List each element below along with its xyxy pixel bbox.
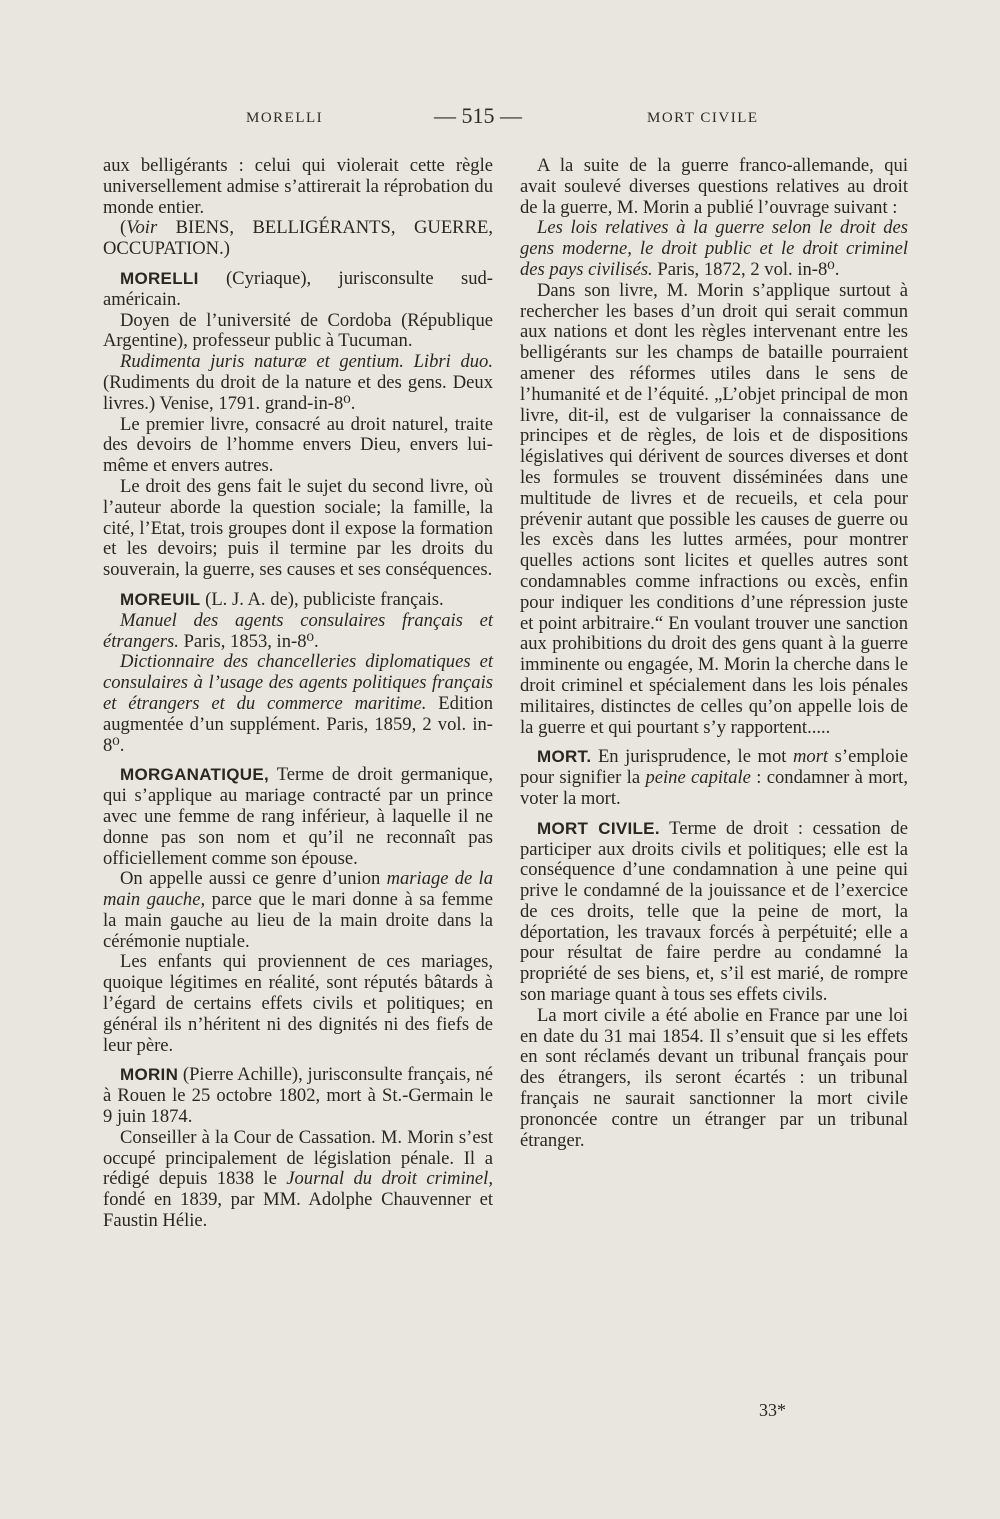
entry-moreuil: MOREUIL (L. J. A. de), publiciste français. bbox=[120, 588, 444, 610]
headword: MORT. bbox=[537, 747, 592, 767]
cross-reference: (Voir BIENS, BELLIGÉRANTS, GUERRE, OCCUPATION.) bbox=[103, 217, 493, 260]
paragraph: Le droit des gens fait le sujet du second livre, où l’auteur aborde la question sociale; la famille, la cité, l’Etat, trois groupes dont il expose la formation et les devoirs; puis il termine par les droits du souverain, la guerre, ses causes et ses conséquences. bbox=[103, 475, 493, 581]
paragraph: Conseiller à la Cour de Cassation. M. Morin s’est occupé principalement de législation pénale. Il a rédigé depuis 1838 le Journal du droit criminel, fondé en 1839, par MM. Adolphe Chauvenner et Faustin Hélie. bbox=[103, 1126, 493, 1232]
headword: MORT CIVILE. bbox=[537, 818, 660, 838]
paragraph: A la suite de la guerre franco-allemande, qui avait soulevé diverses questions relatives au droit de la guerre, M. Morin a publié l’ouvrage suivant : bbox=[520, 155, 908, 218]
bibliography-item: Manuel des agents consulaires français et étrangers. Paris, 1853, in-8⁰. bbox=[103, 609, 493, 652]
bibliography-item: Dictionnaire des chancelleries diplomatiques et consulaires à l’usage des agents politiques français et étrangers et du commerce maritime. Edition augmentée d’un supplément. Paris, 1859, 2 vol. in-8⁰. bbox=[103, 651, 493, 756]
paragraph: Dans son livre, M. Morin s’applique surtout à rechercher les bases d’un droit qui serait commun aux nations et dont les règles intervenant entre les belligérants sur les champs de bataille pourraient amener des réformes utiles dans le sens de l’humanité et de l’équité. „L’objet principal de mon livre, dit-il, est de vulgariser la connaissance de principes et de règles, de lois et de dispositions législatives qui dérivent de sources diverses et dont les formules se trouvent disséminées dans une multitude de livres et de recueils, et cela pour prévenir autant que possible les causes de guerre ou les excès dans les luttes armées, pour montrer quelles actions sont licites et quelles autres sont condamnables comme infractions ou excès, enfin pour indiquer les conditions d’une répression juste et point arbitraire.“ En voulant trouver une sanction aux prohibitions du droit des gens quant à la guerre imminente ou engagée, M. Morin la cherche dans le droit criminel et spécialement dans les lois pénales militaires, distinctes de celles qu’on appelle lois de la guerre et qui pourtant s’y rapportent..... bbox=[520, 279, 908, 738]
bibliography-item: Rudimenta juris naturæ et gentium. Libri duo. (Rudiments du droit de la nature et des gens. Deux livres.) Venise, 1791. grand-in-8⁰. bbox=[103, 351, 493, 414]
entry-mort-civile: MORT CIVILE. Terme de droit : cessation de participer aux droits civils et politiques; elle est la conséquence d’une condamnation à une peine qui prive le condamné de la jouissance et de l’exercice de ces droits, telle que la peine de mort, la déportation, les travaux forcés à perpétuité; elle a pour résultat de faire perdre au condamné la propriété de ses biens, et, s’il est marié, de rompre son mariage quant à tous ses effets civils. bbox=[520, 817, 908, 1006]
paragraph: La mort civile a été abolie en France par une loi en date du 31 mai 1854. Il s’ensuit que si les effets en sont réclamés devant un tribunal français pour des étrangers, ils seront écartés : un tribunal français ne saurait sanctionner la mort civile prononcée contre un étranger par un tribunal étranger. bbox=[520, 1004, 908, 1151]
entry-morelli: MORELLI (Cyriaque), jurisconsulte sud-américain. bbox=[103, 267, 493, 310]
bibliography-item: Les lois relatives à la guerre selon le droit des gens moderne, le droit public et le droit criminel des pays civilisés. Paris, 1872, 2 vol. in-8⁰. bbox=[520, 217, 908, 280]
headword: MORGANATIQUE, bbox=[120, 765, 270, 785]
entry-morin: MORIN (Pierre Achille), jurisconsulte français, né à Rouen le 25 octobre 1802, mort à St.-Germain le 9 juin 1874. bbox=[103, 1064, 493, 1128]
headword: MORIN bbox=[120, 1065, 179, 1085]
entry-morganatique: MORGANATIQUE, Terme de droit germanique, qui s’applique au mariage contracté par un prince avec une femme de rang inférieur, à laquelle il ne donne pas son nom et qu’il ne reconnaît pas officiellement comme son épouse. bbox=[103, 764, 493, 869]
paragraph: Doyen de l’université de Cordoba (République Argentine), professeur public à Tucuman. bbox=[103, 309, 493, 352]
running-head-left: MORELLI bbox=[246, 110, 324, 126]
right-column bbox=[520, 156, 908, 1151]
paragraph: aux belligérants : celui qui violerait cette règle universellement admise s’attirerait la réprobation du monde entier. bbox=[103, 155, 493, 218]
left-column bbox=[103, 156, 493, 1232]
page-number: — 515 — bbox=[434, 103, 522, 128]
paragraph: Le premier livre, consacré au droit naturel, traite des devoirs de l’homme envers Dieu, envers lui-même et envers autres. bbox=[103, 413, 493, 477]
running-head-right: MORT CIVILE bbox=[647, 110, 759, 126]
voir-text: Voir bbox=[126, 217, 158, 239]
headword: MORELLI bbox=[120, 268, 199, 288]
entry-mort: MORT. En jurisprudence, le mot mort s’emploie pour signifier la peine capitale : condamner à mort, voter la mort. bbox=[520, 746, 908, 809]
headword: MOREUIL bbox=[120, 589, 201, 609]
signature-mark: 33* bbox=[759, 1400, 786, 1420]
paragraph: Les enfants qui proviennent de ces mariages, quoique légitimes en réalité, sont réputés bâtards à l’égard de certains effets civils et politiques; en général ils n’héritent ni des dignités ni des fiefs de leur père. bbox=[103, 951, 493, 1056]
paragraph: On appelle aussi ce genre d’union mariage de la main gauche, parce que le mari donne à sa femme la main gauche au lieu de la main droite dans la cérémonie nuptiale. bbox=[103, 868, 493, 952]
